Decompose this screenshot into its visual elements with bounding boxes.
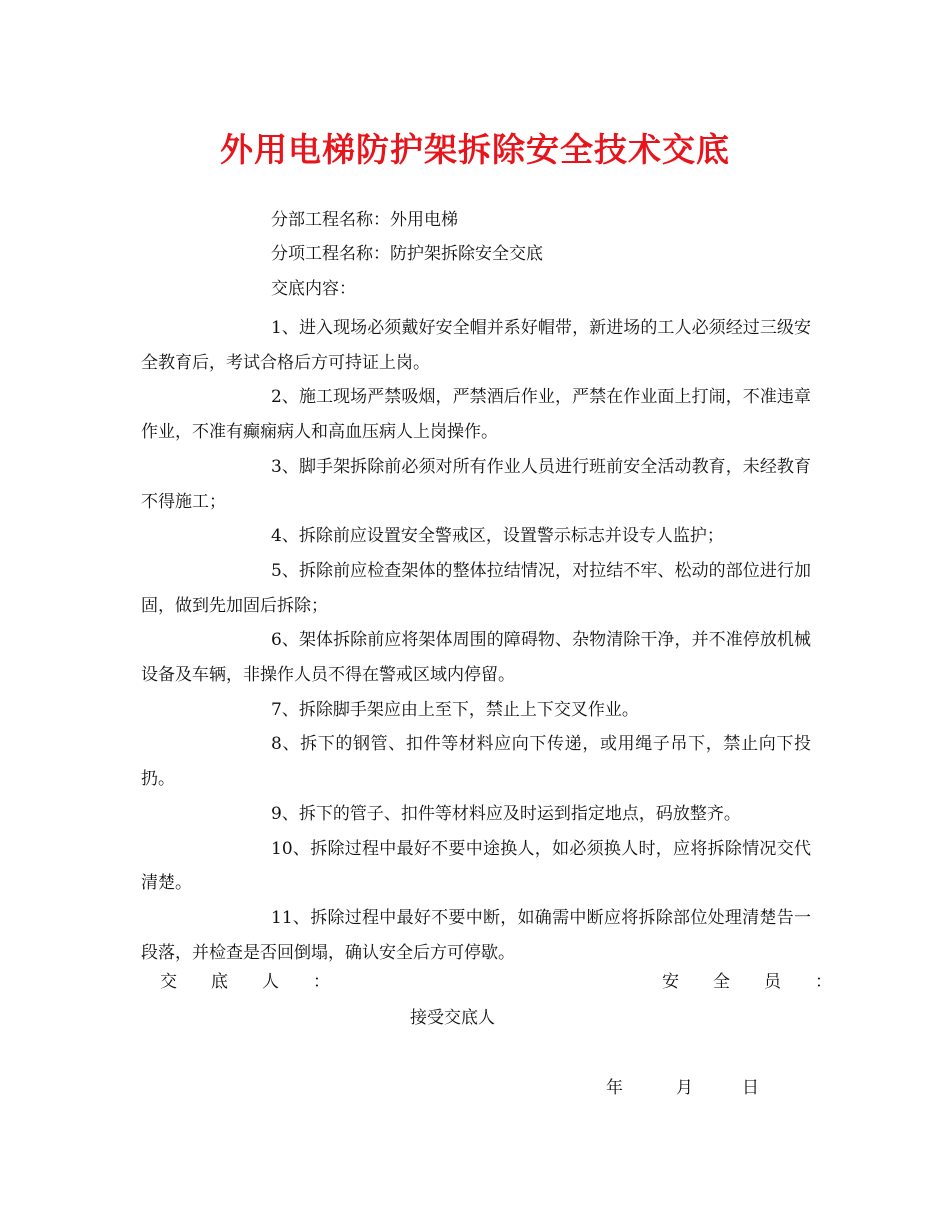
briefing-item-5: 5、拆除前应检查架体的整体拉结情况，对拉结不牢、松动的部位进行加固，做到先加固后拆除； — [141, 560, 811, 616]
briefing-item-1: 1、进入现场必须戴好安全帽并系好帽带，新进场的工人必须经过三级安全教育后，考试合格后方可持证上岗。 — [141, 318, 811, 373]
safety-officer-label: 安 全 员 ： — [662, 972, 832, 992]
briefing-item-9: 9、拆下的管子、扣件等材料应及时运到指定地点，码放整齐。 — [271, 803, 741, 824]
content-label: 交底内容： — [271, 279, 356, 299]
date-row — [606, 1073, 759, 1103]
briefing-item-4: 4、拆除前应设置安全警戒区，设置警示标志并设专人监护； — [271, 526, 724, 547]
document-title: 外用电梯防护架拆除安全技术交底 — [220, 130, 730, 169]
briefing-item-3: 3、脚手架拆除前必须对所有作业人员进行班前安全活动教育，未经教育不得施工； — [141, 456, 811, 512]
briefing-item-11: 11、拆除过程中最好不要中断，如确需中断应将拆除部位处理清楚告一段落，并检查是否回倒塌，确认安全后方可停歇。 — [141, 907, 811, 963]
date-month: 月 — [676, 1078, 693, 1098]
briefing-item-6: 6、架体拆除前应将架体周围的障碍物、杂物清除干净，并不准停放机械设备及车辆，非操作人员不得在警戒区域内停留。 — [141, 630, 811, 686]
date-year: 年 — [606, 1078, 623, 1098]
presenter-label: 交 底 人 ： — [160, 972, 330, 992]
signature-row — [160, 967, 832, 997]
briefing-item-7: 7、拆除脚手架应由上至下，禁止上下交叉作业。 — [271, 699, 639, 720]
sub-project-name: 分部工程名称：外用电梯 — [271, 210, 458, 230]
receiver-label: 接受交底人 — [410, 1008, 495, 1028]
date-day: 日 — [742, 1078, 759, 1098]
briefing-items — [141, 311, 811, 970]
briefing-item-10: 10、拆除过程中最好不要中途换人，如必须换人时，应将拆除情况交代清楚。 — [141, 838, 811, 894]
briefing-item-2: 2、施工现场严禁吸烟，严禁酒后作业，严禁在作业面上打闹，不准违章作业，不准有癫痫病人和高血压病人上岗操作。 — [141, 387, 811, 443]
briefing-item-8: 8、拆下的钢管、扣件等材料应向下传递，或用绳子吊下，禁止向下投扔。 — [141, 734, 811, 790]
item-project-name: 分项工程名称：防护架拆除安全交底 — [271, 244, 543, 264]
